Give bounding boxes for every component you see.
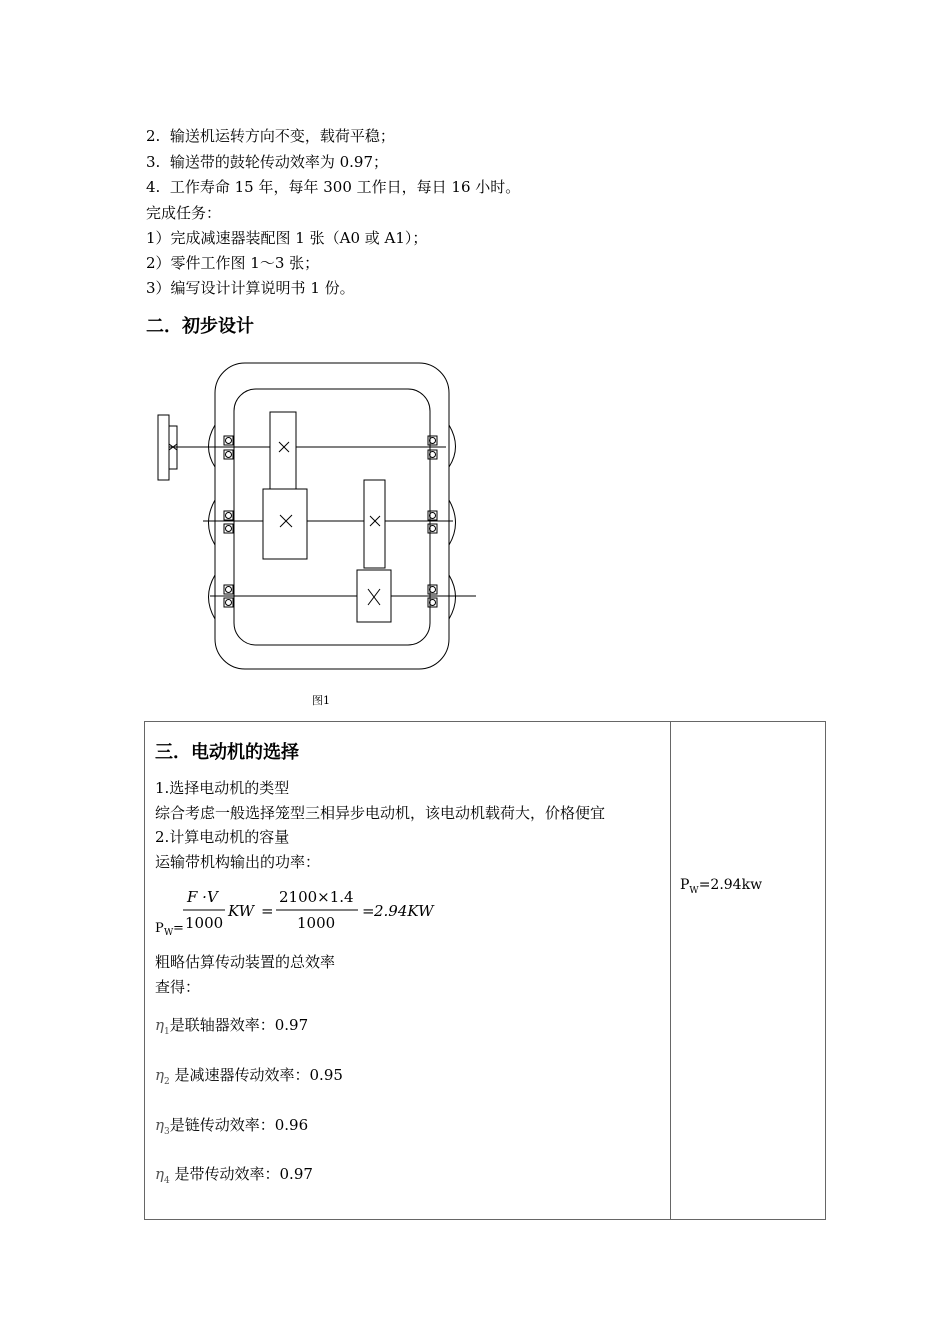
requirement-2: 2. 输送机运转方向不变，载荷平稳； bbox=[146, 127, 395, 145]
svg-text:F ·V: F ·V bbox=[187, 888, 218, 906]
motor-type-text: 综合考虑一般选择笼型三相异步电动机，该电动机载荷大，价格便宜 bbox=[155, 804, 606, 822]
section-2-title: 二．初步设计 bbox=[146, 316, 254, 337]
power-formula bbox=[155, 880, 575, 940]
gearbox-diagram bbox=[150, 355, 490, 685]
svg-text:W: W bbox=[164, 928, 174, 938]
svg-text:1000: 1000 bbox=[297, 914, 336, 932]
motor-selection-table bbox=[144, 721, 826, 1220]
requirement-4: 4. 工作寿命 15 年，每年 300 工作日，每日 16 小时。 bbox=[146, 178, 521, 196]
svg-text:=: = bbox=[362, 902, 375, 920]
task-2: 2）零件工作图 1～3 张； bbox=[146, 254, 320, 272]
efficiency-belt: $\eta_4$ 是带传动效率：0.97 bbox=[155, 1165, 313, 1186]
output-power-label: 运输带机构输出的功率： bbox=[155, 853, 321, 871]
svg-text:=: = bbox=[261, 902, 274, 920]
svg-text:2.94KW: 2.94KW bbox=[374, 902, 434, 920]
svg-text:2100×1.4: 2100×1.4 bbox=[279, 888, 354, 906]
efficiency-chain: $\eta_3$是链传动效率：0.96 bbox=[155, 1116, 309, 1137]
efficiency-estimate-text: 粗略估算传动装置的总效率 bbox=[155, 953, 336, 971]
calculation-column bbox=[145, 722, 671, 1220]
section-3-title: 三．电动机的选择 bbox=[155, 742, 299, 763]
requirement-3: 3. 输送带的鼓轮传动效率为 0.97； bbox=[146, 153, 389, 171]
task-3: 3）编写设计计算说明书 1 份。 bbox=[146, 279, 355, 297]
motor-capacity-heading: 2.计算电动机的容量 bbox=[155, 828, 290, 846]
lookup-label: 查得： bbox=[155, 978, 201, 996]
svg-text:=: = bbox=[173, 921, 184, 936]
svg-text:P: P bbox=[155, 921, 164, 936]
figure-caption: 图1 bbox=[312, 694, 330, 707]
pw-result: $P_W=2.94kw$ bbox=[680, 877, 763, 896]
svg-text:1000: 1000 bbox=[185, 914, 224, 932]
svg-text:KW: KW bbox=[228, 902, 255, 920]
motor-type-heading: 1.选择电动机的类型 bbox=[155, 779, 290, 797]
efficiency-coupling: $\eta_1$是联轴器效率：0.97 bbox=[155, 1016, 309, 1037]
task-heading: 完成任务： bbox=[146, 204, 222, 222]
result-column bbox=[671, 722, 826, 1220]
task-1: 1）完成减速器装配图 1 张（A0 或 A1）； bbox=[146, 229, 428, 247]
efficiency-reducer: $\eta_2$ 是减速器传动效率：0.95 bbox=[155, 1066, 343, 1087]
